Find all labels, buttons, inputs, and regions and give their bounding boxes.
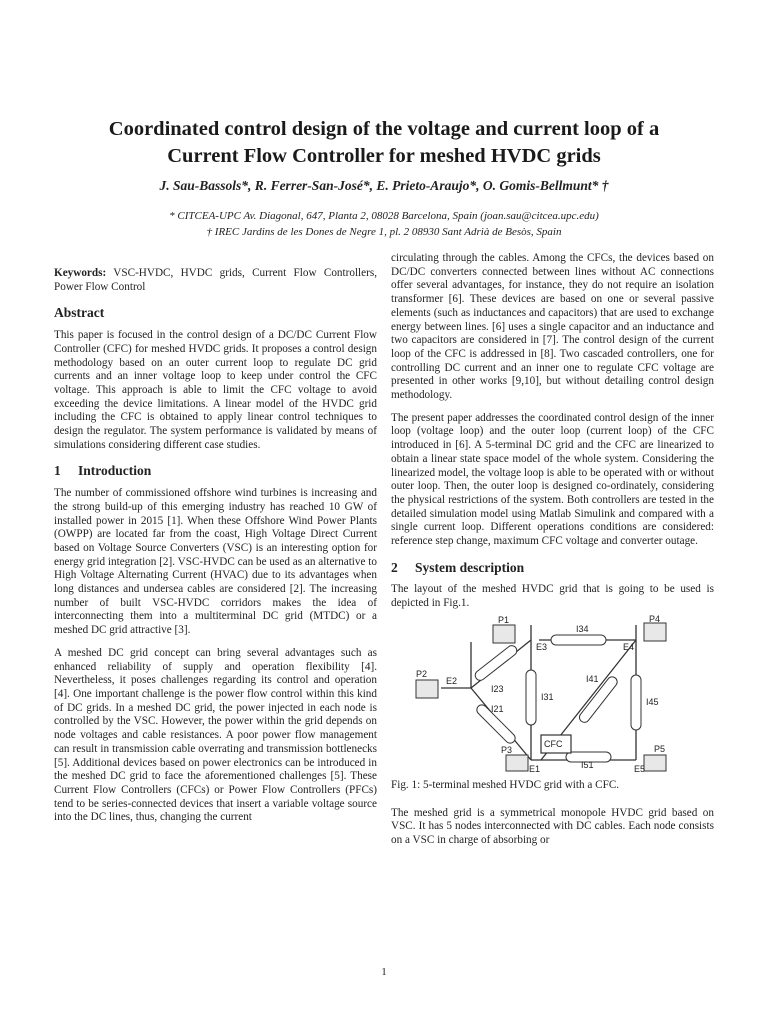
label-e1: E1 <box>529 763 541 774</box>
label-e5: E5 <box>634 763 646 774</box>
section-1-heading <box>54 464 377 478</box>
converter-3-icon <box>506 755 528 771</box>
title-line-2: Current Flow Controller for meshed HVDC grids <box>167 145 601 167</box>
left-column <box>54 252 377 834</box>
label-i23: I23 <box>491 683 504 694</box>
label-p5: P5 <box>654 743 666 754</box>
section-2-number: 2 <box>391 559 398 575</box>
paper-title <box>40 116 728 170</box>
converter-1-icon <box>493 625 515 643</box>
right-column <box>391 252 714 857</box>
abstract-paragraph: This paper is focused in the control design of a DC/DC Current Flow Controller (CFC) for meshed HVDC grids. It proposes a control design methodology based on an outer current loop to regulate DC grid currents and an inner voltage loop to keep under control the CFC voltage. This approach is able to limit the CFC voltage to avoid exceeding the device limitations. A linear model of the HVDC grid including the CFC is obtained to apply linear control techniques to design the regulator. The system performance is validated by means of simulations considering different case studies. <box>54 329 377 451</box>
label-cfc: CFC <box>544 738 563 749</box>
converter-4-icon <box>644 623 666 641</box>
intro-paragraph-1: The number of commissioned offshore wind turbines is increasing and the strong build-up of this emerging industry has reached 10 GW of installed power in 2015 [1]. When these Offshore Wind Power Plants (OWPP) are located far from the coast, High Voltage Direct Current based on Voltage Source Converters (VSC) is an interesting option for energy grid integration [2]. VSC-HVDC can be used as an alternative to High Voltage Alternating Current (HVAC) due to its advantages when long distances and undersea cables are considered [2]. The increasing number of built VSC-HVDC corridors makes the idea of interconnecting them into a multiterminal DC grid (MTDC) or a meshed DC grid attractive [3]. <box>54 487 377 637</box>
keywords-text: VSC-HVDC, HVDC grids, Current Flow Controllers, Power Flow Control <box>54 267 377 293</box>
label-i21: I21 <box>491 703 504 714</box>
label-e3: E3 <box>536 641 548 652</box>
abstract-heading: Abstract <box>54 305 105 321</box>
section-2-title: System description <box>415 559 525 575</box>
system-paragraph-2: The meshed grid is a symmetrical monopole HVDC grid based on VSC. It has 5 nodes interconnected with DC cables. Each node consists on a VSC in charge of absorbing or <box>391 806 714 846</box>
keywords-label: Keywords: <box>54 267 107 279</box>
cable-i23-icon <box>473 644 519 683</box>
section-1-number: 1 <box>54 463 61 479</box>
author-list: J. Sau-Bassols*, R. Ferrer-San-José*, E. Prieto-Araujo*, O. Gomis-Bellmunt* † <box>159 178 609 193</box>
section-2-heading <box>391 561 714 575</box>
affiliation-1: * CITCEA-UPC Av. Diagonal, 647, Planta 2, 08028 Barcelona, Spain (joan.sau@citcea.upc.edu) <box>169 210 599 222</box>
system-paragraph-1: The layout of the meshed HVDC grid that is going to be used is depicted in Fig.1. <box>391 583 714 610</box>
converter-2-icon <box>416 680 438 698</box>
right-paragraph-1: circulating through the cables. Among the CFCs, the devices based on DC/DC converters connected between lines without AC connections offer several advantages, for instance, they do not require an isolation transformer [6]. These devices are based on one or several passive elements (such as inductances and capacitors) that are used to exchange energy between lines. [6] uses a single capacitor and an inductance and two capacitors are considered in [7]. The control design of the current loop of the CFC is addressed in [8]. Two cascaded controllers, one for controlling DC current and an inner one to regulate CFC voltage are presented in other works [9,10], but without detailing control design methodology. <box>391 252 714 402</box>
intro-paragraph-2: A meshed DC grid concept can bring several advantages such as enhanced reliability of supply and operation flexibility [4]. Nevertheless, it poses challenges regarding its control and operation [4]. One important challenge is the power flow control within this kind of DC grids. In a meshed DC grid, the power injected in each node is controlled by the VSC. However, the power within the grid depends on node voltages and cable resistances. A poor power flow management can result in transmission cable overrating and transmission bottlenecks [5]. Additional devices based on power electronics can be introduced in the meshed DC grid to face the aforementioned challenges [5]. These Current Flow Controllers (CFCs) or Power Flow Controllers (PFCs) tend to be series-connected devices that insert a variable voltage source into the DC lines, thus, changing the current <box>54 646 377 824</box>
page-number: 1 <box>381 966 387 978</box>
cable-i45-icon <box>631 675 641 730</box>
label-e4: E4 <box>623 641 635 652</box>
right-paragraph-2: The present paper addresses the coordinated control design of the inner loop (voltage loop) and the outer loop (current loop) of the CFC introduced in [6]. A 5-terminal DC grid and the CFC are linearized to obtain a linear state space model of the whole system. Considering the linearized model, the voltage loop is able to be operated with or without outer loop. Then, the outer loop is designed co-ordinately, considering the physical restrictions of the system. Both controllers are tested in the detailed simulation model using Matlab Simulink and compared with a single current loop. Different operations conditions are considered: reference step change, maximum CFC voltage and converter outage. <box>391 411 714 548</box>
converter-5-icon <box>644 755 666 771</box>
label-p4: P4 <box>649 613 661 624</box>
label-i41: I41 <box>586 673 599 684</box>
label-i31: I31 <box>541 691 554 702</box>
label-i34: I34 <box>576 623 589 634</box>
figure-caption: Fig. 1: 5-terminal meshed HVDC grid with a CFC. <box>391 778 620 791</box>
cable-i34-icon <box>551 635 606 645</box>
section-1-title: Introduction <box>78 463 152 479</box>
hvdc-grid-figure <box>401 613 701 775</box>
label-i51: I51 <box>581 759 594 770</box>
label-i45: I45 <box>646 696 659 707</box>
label-e2: E2 <box>446 675 458 686</box>
label-p3: P3 <box>501 744 513 755</box>
label-p1: P1 <box>498 614 510 625</box>
label-p2: P2 <box>416 668 428 679</box>
title-line-1: Coordinated control design of the voltage and current loop of a <box>108 118 660 140</box>
keywords <box>54 267 377 294</box>
affiliation-2: † IREC Jardins de les Dones de Negre 1, pl. 2 08930 Sant Adrià de Besòs, Spain <box>206 226 562 238</box>
cable-i31-icon <box>526 670 536 725</box>
